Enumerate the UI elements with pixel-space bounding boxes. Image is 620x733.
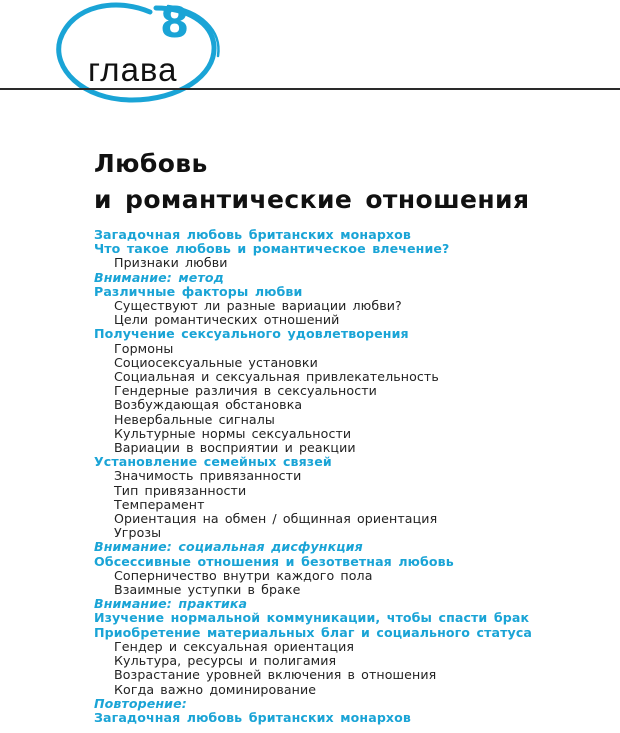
chapter-label: глава [88, 51, 178, 88]
toc-item-sub: Культура, ресурсы и полигамия [114, 653, 337, 669]
toc-item-section: Загадочная любовь британских монархов [94, 709, 411, 725]
chapter-title-line-1: Любовь [94, 149, 208, 178]
toc-item-sub: Гормоны [114, 340, 174, 356]
toc-item-sub: Культурные нормы сексуальности [114, 425, 352, 441]
toc-item-sub: Ориентация на обмен / общинная ориентация [114, 511, 438, 527]
toc-item-section: Загадочная любовь британских монархов [94, 227, 411, 242]
toc-item-sub: Цели романтических отношений [114, 312, 340, 328]
table-of-contents [94, 228, 614, 725]
toc-item-sub: Возрастание уровней включения в отношения [114, 667, 437, 683]
toc-item-sub: Существуют ли разные вариации любви? [114, 298, 402, 314]
toc-item-sub: Взаимные уступки в браке [114, 582, 301, 598]
toc-item-sub: Когда важно доминирование [114, 681, 317, 697]
toc-item-section: Различные факторы любви [94, 283, 303, 299]
toc-item-sub: Социальная и сексуальная привлекательность [114, 369, 439, 385]
toc-item-section: Что такое любовь и романтическое влечение? [94, 241, 450, 257]
toc-item-sub: Гендер и сексуальная ориентация [114, 638, 355, 654]
toc-item-sub: Невербальные сигналы [114, 411, 275, 427]
toc-item-note: Внимание: практика [94, 596, 248, 612]
toc-item-section: Изучение нормальной коммуникации, чтобы спасти брак [94, 610, 530, 626]
toc-item-sub: Значимость привязанности [114, 468, 302, 484]
toc-item-section: Обсессивные отношения и безответная любовь [94, 553, 454, 569]
toc-item-note: Внимание: метод [94, 269, 224, 285]
toc-item-sub: Соперничество внутри каждого пола [114, 567, 373, 583]
toc-item-sub: Угрозы [114, 525, 162, 541]
chapter-title-line-2: и романтические отношения [94, 185, 530, 214]
toc-item-section: Получение сексуального удовлетворения [94, 326, 409, 342]
toc-item-section: Установление семейных связей [94, 454, 332, 470]
toc-item-section: Приобретение материальных благ и социального статуса [94, 624, 532, 640]
toc-item-sub: Тип привязанности [114, 482, 247, 498]
toc-item-sub: Возбуждающая обстановка [114, 397, 303, 413]
toc-item-sub: Гендерные различия в сексуальности [114, 383, 377, 399]
toc-item-note: Внимание: социальная дисфункция [94, 539, 363, 555]
toc-item-sub: Темперамент [114, 496, 205, 512]
chapter-number: 8 [160, 0, 190, 47]
toc-item-note: Повторение: [94, 695, 187, 711]
toc-item-sub: Вариации в восприятии и реакции [114, 440, 356, 456]
chapter-title [94, 146, 529, 218]
toc-item-sub: Признаки любви [114, 255, 228, 271]
toc-item-sub: Социосексуальные установки [114, 354, 318, 370]
